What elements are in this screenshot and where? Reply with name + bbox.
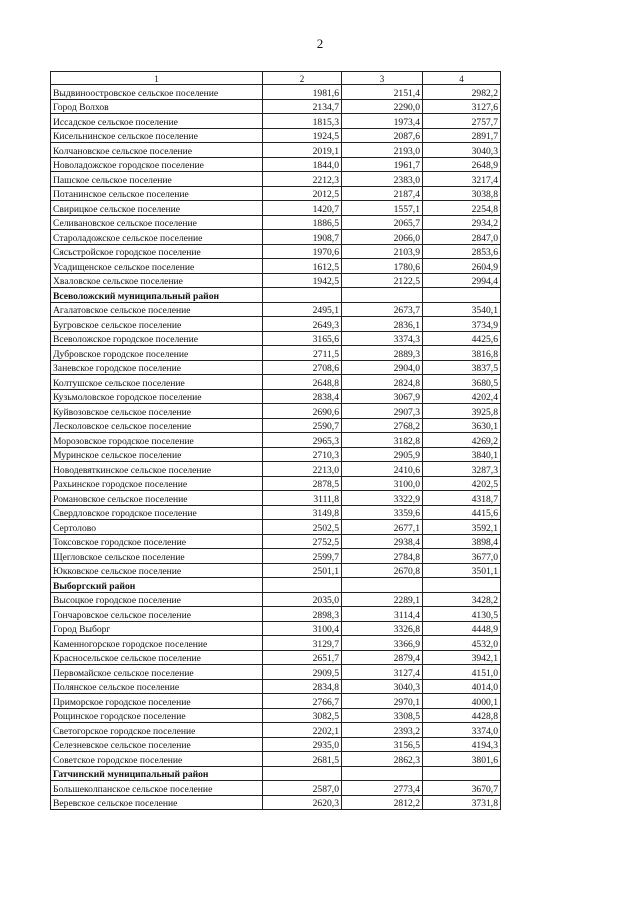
value-col-4: 3374,0 <box>423 723 501 738</box>
row-name: Первомайское сельское поселение <box>51 665 263 680</box>
value-col-3 <box>342 766 423 781</box>
table-row <box>51 418 501 433</box>
value-col-3: 3127,4 <box>342 665 423 680</box>
value-col-4: 4448,9 <box>423 621 501 636</box>
value-col-4 <box>423 578 501 593</box>
value-col-3: 1973,4 <box>342 114 423 129</box>
value-col-3 <box>342 578 423 593</box>
value-col-2: 1420,7 <box>263 201 342 216</box>
value-col-4: 4532,0 <box>423 636 501 651</box>
value-col-2: 2035,0 <box>263 592 342 607</box>
value-col-3: 2773,4 <box>342 781 423 796</box>
row-name: Пашское сельское поселение <box>51 172 263 187</box>
row-name: Романовское сельское поселение <box>51 491 263 506</box>
value-col-2: 2502,5 <box>263 520 342 535</box>
header-row <box>51 72 501 85</box>
value-col-2: 2898,3 <box>263 607 342 622</box>
value-col-3: 3100,0 <box>342 476 423 491</box>
value-col-3: 2889,3 <box>342 346 423 361</box>
table-row <box>51 462 501 477</box>
value-col-4: 4318,7 <box>423 491 501 506</box>
value-col-2: 2012,5 <box>263 186 342 201</box>
value-col-3: 2879,4 <box>342 650 423 665</box>
value-col-3: 3156,5 <box>342 737 423 752</box>
row-name: Заневское городское поселение <box>51 360 263 375</box>
row-name: Иссадское сельское поселение <box>51 114 263 129</box>
value-col-3: 2768,2 <box>342 418 423 433</box>
value-col-3: 2784,8 <box>342 549 423 564</box>
row-name: Щегловское сельское поселение <box>51 549 263 564</box>
value-col-2: 3111,8 <box>263 491 342 506</box>
row-name: Город Волхов <box>51 99 263 114</box>
row-name: Рощинское городское поселение <box>51 708 263 723</box>
table-row <box>51 433 501 448</box>
value-col-4: 2604,9 <box>423 259 501 274</box>
value-col-4: 3592,1 <box>423 520 501 535</box>
row-name: Морозовское городское поселение <box>51 433 263 448</box>
row-name: Кисельнинское сельское поселение <box>51 128 263 143</box>
value-col-2: 2838,4 <box>263 389 342 404</box>
value-col-2 <box>263 766 342 781</box>
row-name: Всеволожский муниципальный район <box>51 288 263 303</box>
table-row <box>51 781 501 796</box>
value-col-3: 3067,9 <box>342 389 423 404</box>
value-col-3: 3182,8 <box>342 433 423 448</box>
table-row <box>51 331 501 346</box>
value-col-3: 2970,1 <box>342 694 423 709</box>
value-col-3: 2907,3 <box>342 404 423 419</box>
value-col-3 <box>342 288 423 303</box>
value-col-3: 2103,9 <box>342 244 423 259</box>
value-col-4: 3837,5 <box>423 360 501 375</box>
value-col-2: 1844,0 <box>263 157 342 172</box>
value-col-3: 2193,0 <box>342 143 423 158</box>
value-col-4: 3925,8 <box>423 404 501 419</box>
row-name: Хваловское сельское поселение <box>51 273 263 288</box>
value-col-3: 2393,2 <box>342 723 423 738</box>
table-row <box>51 723 501 738</box>
value-col-3: 2904,0 <box>342 360 423 375</box>
value-col-2: 2752,5 <box>263 534 342 549</box>
value-col-3: 2905,9 <box>342 447 423 462</box>
table-row <box>51 128 501 143</box>
value-col-2: 2648,8 <box>263 375 342 390</box>
table-row <box>51 85 501 100</box>
value-col-2 <box>263 578 342 593</box>
table-row <box>51 621 501 636</box>
value-col-4: 4428,8 <box>423 708 501 723</box>
value-col-2: 2587,0 <box>263 781 342 796</box>
header-col-1: 1 <box>51 72 263 85</box>
value-col-4: 4415,6 <box>423 505 501 520</box>
row-name: Куйвозовское сельское поселение <box>51 404 263 419</box>
table-row <box>51 447 501 462</box>
table-row <box>51 636 501 651</box>
value-col-2: 2834,8 <box>263 679 342 694</box>
value-col-4: 3670,7 <box>423 781 501 796</box>
value-col-2: 2681,5 <box>263 752 342 767</box>
header-col-3: 3 <box>342 72 423 85</box>
table-row <box>51 708 501 723</box>
table-row <box>51 375 501 390</box>
row-name: Светогорское городское поселение <box>51 723 263 738</box>
value-col-2: 2590,7 <box>263 418 342 433</box>
row-name: Новодевяткинское сельское поселение <box>51 462 263 477</box>
row-name: Колтушское сельское поселение <box>51 375 263 390</box>
value-col-3: 2187,4 <box>342 186 423 201</box>
table-row <box>51 650 501 665</box>
value-col-3: 3114,4 <box>342 607 423 622</box>
value-col-2: 2708,6 <box>263 360 342 375</box>
table-row <box>51 230 501 245</box>
row-name: Усадищенское сельское поселение <box>51 259 263 274</box>
table-row <box>51 404 501 419</box>
value-col-2 <box>263 288 342 303</box>
value-col-2: 2710,3 <box>263 447 342 462</box>
row-name: Каменногорское городское поселение <box>51 636 263 651</box>
value-col-3: 2836,1 <box>342 317 423 332</box>
page-number: 2 <box>316 36 324 51</box>
row-name: Полянское сельское поселение <box>51 679 263 694</box>
section-row <box>51 766 501 781</box>
table-body <box>51 85 501 810</box>
value-col-4: 3734,9 <box>423 317 501 332</box>
value-col-4: 4000,1 <box>423 694 501 709</box>
value-col-3: 3322,9 <box>342 491 423 506</box>
table-row <box>51 476 501 491</box>
table-row <box>51 157 501 172</box>
row-name: Дубровское городское поселение <box>51 346 263 361</box>
row-name: Город Выборг <box>51 621 263 636</box>
row-name: Лесколовское сельское поселение <box>51 418 263 433</box>
value-col-3: 3374,3 <box>342 331 423 346</box>
value-col-4: 3840,1 <box>423 447 501 462</box>
section-row <box>51 288 501 303</box>
section-row <box>51 578 501 593</box>
value-col-2: 2878,5 <box>263 476 342 491</box>
row-name: Потанинское сельское поселение <box>51 186 263 201</box>
value-col-2: 2620,3 <box>263 795 342 810</box>
value-col-3: 1780,6 <box>342 259 423 274</box>
value-col-2: 2690,6 <box>263 404 342 419</box>
row-name: Гончаровское сельское поселение <box>51 607 263 622</box>
table-header <box>51 72 501 85</box>
row-name: Муринское сельское поселение <box>51 447 263 462</box>
value-col-2: 1981,6 <box>263 85 342 100</box>
value-col-4: 3287,3 <box>423 462 501 477</box>
value-col-4: 4194,3 <box>423 737 501 752</box>
table-row <box>51 186 501 201</box>
table-row <box>51 389 501 404</box>
value-col-3: 3040,3 <box>342 679 423 694</box>
row-name: Кузьмоловское городское поселение <box>51 389 263 404</box>
row-name: Красносельское сельское поселение <box>51 650 263 665</box>
value-col-4: 3540,1 <box>423 302 501 317</box>
value-col-2: 1886,5 <box>263 215 342 230</box>
value-col-3: 2673,7 <box>342 302 423 317</box>
table-row <box>51 172 501 187</box>
value-col-4: 3428,2 <box>423 592 501 607</box>
table-row <box>51 273 501 288</box>
value-col-4: 3731,8 <box>423 795 501 810</box>
table-row <box>51 244 501 259</box>
value-col-4: 4269,2 <box>423 433 501 448</box>
row-name: Всеволожское городское поселение <box>51 331 263 346</box>
row-name: Сертолово <box>51 520 263 535</box>
value-col-2: 3129,7 <box>263 636 342 651</box>
value-col-3: 2290,0 <box>342 99 423 114</box>
value-col-4: 2891,7 <box>423 128 501 143</box>
value-col-2: 2212,3 <box>263 172 342 187</box>
value-col-3: 2812,2 <box>342 795 423 810</box>
table-row <box>51 549 501 564</box>
table-row <box>51 491 501 506</box>
row-name: Бугровское сельское поселение <box>51 317 263 332</box>
value-col-2: 2213,0 <box>263 462 342 477</box>
row-name: Рахьинское городское поселение <box>51 476 263 491</box>
value-col-4: 3680,5 <box>423 375 501 390</box>
value-col-2: 2711,5 <box>263 346 342 361</box>
value-col-4: 3127,6 <box>423 99 501 114</box>
table-row <box>51 752 501 767</box>
row-name: Веревское сельское поселение <box>51 795 263 810</box>
value-col-4: 3677,0 <box>423 549 501 564</box>
value-col-4: 3630,1 <box>423 418 501 433</box>
value-col-2: 2501,1 <box>263 563 342 578</box>
table-row <box>51 665 501 680</box>
row-name: Сясьстройское городское поселение <box>51 244 263 259</box>
table-row <box>51 201 501 216</box>
value-col-4: 4202,5 <box>423 476 501 491</box>
value-col-4: 3501,1 <box>423 563 501 578</box>
value-col-2: 2019,1 <box>263 143 342 158</box>
value-col-2: 3100,4 <box>263 621 342 636</box>
table-row <box>51 592 501 607</box>
value-col-2: 1908,7 <box>263 230 342 245</box>
row-name: Токсовское городское поселение <box>51 534 263 549</box>
value-col-2: 2909,5 <box>263 665 342 680</box>
table-row <box>51 346 501 361</box>
value-col-3: 1557,1 <box>342 201 423 216</box>
table-row <box>51 114 501 129</box>
value-col-3: 2122,5 <box>342 273 423 288</box>
table-row <box>51 694 501 709</box>
table-row <box>51 302 501 317</box>
row-name: Агалатовское сельское поселение <box>51 302 263 317</box>
row-name: Юкковское сельское поселение <box>51 563 263 578</box>
table-row <box>51 737 501 752</box>
table-row <box>51 534 501 549</box>
value-col-3: 2383,0 <box>342 172 423 187</box>
value-col-3: 2065,7 <box>342 215 423 230</box>
value-col-4 <box>423 288 501 303</box>
table-row <box>51 679 501 694</box>
row-name: Советское городское поселение <box>51 752 263 767</box>
row-name: Свердловское городское поселение <box>51 505 263 520</box>
value-col-2: 1970,6 <box>263 244 342 259</box>
value-col-2: 2965,3 <box>263 433 342 448</box>
value-col-3: 2087,6 <box>342 128 423 143</box>
value-col-3: 3326,8 <box>342 621 423 636</box>
value-col-4: 2847,0 <box>423 230 501 245</box>
table-row <box>51 99 501 114</box>
header-col-2: 2 <box>263 72 342 85</box>
value-col-3: 2677,1 <box>342 520 423 535</box>
value-col-2: 3165,6 <box>263 331 342 346</box>
value-col-4: 3038,8 <box>423 186 501 201</box>
value-col-2: 3149,8 <box>263 505 342 520</box>
value-col-4: 3801,6 <box>423 752 501 767</box>
table-row <box>51 215 501 230</box>
row-name: Большеколпанское сельское поселение <box>51 781 263 796</box>
value-col-2: 2651,7 <box>263 650 342 665</box>
value-col-2: 2202,1 <box>263 723 342 738</box>
value-col-4: 3898,4 <box>423 534 501 549</box>
row-name: Свирицкое сельское поселение <box>51 201 263 216</box>
row-name: Староладожское сельское поселение <box>51 230 263 245</box>
row-name: Колчановское сельское поселение <box>51 143 263 158</box>
value-col-4: 2934,2 <box>423 215 501 230</box>
value-col-3: 2289,1 <box>342 592 423 607</box>
row-name: Новоладожское городское поселение <box>51 157 263 172</box>
value-col-2: 1612,5 <box>263 259 342 274</box>
row-name: Гатчинский муниципальный район <box>51 766 263 781</box>
value-col-4: 2648,9 <box>423 157 501 172</box>
value-col-3: 2410,6 <box>342 462 423 477</box>
row-name: Селезневское сельское поселение <box>51 737 263 752</box>
value-col-4: 3040,3 <box>423 143 501 158</box>
value-col-2: 2649,3 <box>263 317 342 332</box>
value-col-4 <box>423 766 501 781</box>
row-name: Выдвиноостровское сельское поселение <box>51 85 263 100</box>
value-col-3: 1961,7 <box>342 157 423 172</box>
value-col-2: 2495,1 <box>263 302 342 317</box>
value-col-4: 3816,8 <box>423 346 501 361</box>
value-col-3: 2824,8 <box>342 375 423 390</box>
table-row <box>51 520 501 535</box>
row-name: Приморское городское поселение <box>51 694 263 709</box>
value-col-4: 2254,8 <box>423 201 501 216</box>
value-col-2: 1924,5 <box>263 128 342 143</box>
table-row <box>51 360 501 375</box>
value-col-3: 3308,5 <box>342 708 423 723</box>
value-col-3: 2066,0 <box>342 230 423 245</box>
value-col-4: 4130,5 <box>423 607 501 622</box>
value-col-4: 3942,1 <box>423 650 501 665</box>
table-row <box>51 563 501 578</box>
value-col-2: 1815,3 <box>263 114 342 129</box>
value-col-2: 3082,5 <box>263 708 342 723</box>
row-name: Высоцкое городское поселение <box>51 592 263 607</box>
value-col-4: 2982,2 <box>423 85 501 100</box>
table-row <box>51 607 501 622</box>
value-col-4: 2853,6 <box>423 244 501 259</box>
value-col-2: 2766,7 <box>263 694 342 709</box>
table-row <box>51 505 501 520</box>
value-col-3: 2938,4 <box>342 534 423 549</box>
value-col-2: 1942,5 <box>263 273 342 288</box>
value-col-4: 3217,4 <box>423 172 501 187</box>
table-row <box>51 143 501 158</box>
value-col-2: 2599,7 <box>263 549 342 564</box>
table-row <box>51 795 501 810</box>
value-col-4: 4151,0 <box>423 665 501 680</box>
value-col-2: 2935,0 <box>263 737 342 752</box>
data-table <box>50 71 501 810</box>
table-row <box>51 259 501 274</box>
value-col-3: 3366,9 <box>342 636 423 651</box>
value-col-3: 3359,6 <box>342 505 423 520</box>
row-name: Селивановское сельское поселение <box>51 215 263 230</box>
header-col-4: 4 <box>423 72 501 85</box>
value-col-3: 2670,8 <box>342 563 423 578</box>
value-col-3: 2151,4 <box>342 85 423 100</box>
value-col-4: 4014,0 <box>423 679 501 694</box>
value-col-4: 4425,6 <box>423 331 501 346</box>
value-col-2: 2134,7 <box>263 99 342 114</box>
table-row <box>51 317 501 332</box>
value-col-4: 4202,4 <box>423 389 501 404</box>
value-col-4: 2994,4 <box>423 273 501 288</box>
value-col-4: 2757,7 <box>423 114 501 129</box>
value-col-3: 2862,3 <box>342 752 423 767</box>
row-name: Выборгский район <box>51 578 263 593</box>
